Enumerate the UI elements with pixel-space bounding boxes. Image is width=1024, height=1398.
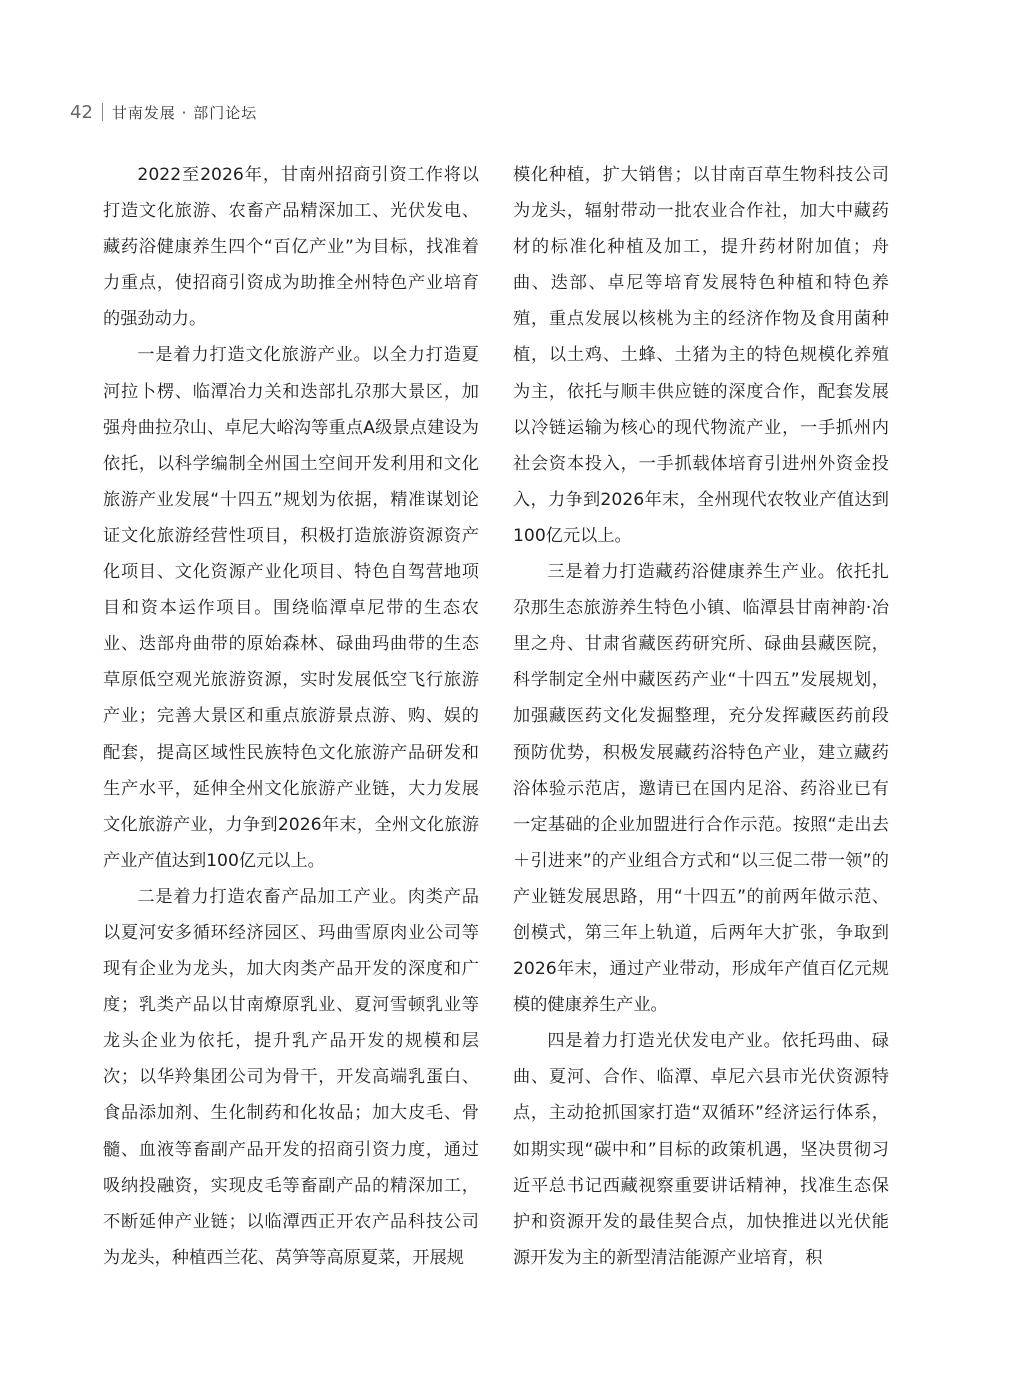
agriculture-paragraph: 二是着力打造农畜产品加工产业。肉类产品以夏河安多循环经济园区、玛曲雪原肉业公司等现有企业为龙头，加大肉类产品开发的深度和广度；乳类产品以甘南燎原乳业、夏河雪顿乳业等龙头企业为依托，提升乳产品开发的规模和层次；以华羚集团公司为骨干，开发高端乳蛋白、食品添加剂、生化制药和化妆品；加大皮毛、骨髓、血液等畜副产品开发的招商引资力度，通过吸纳投融资，实现皮毛等畜副产品的精深加工，不断延伸产业链；以临潭西正开农产品科技公司为龙头，种植西兰花、莴笋等高原夏菜，开展规 xyxy=(103,886,479,1268)
page-number: 42 xyxy=(70,101,93,123)
left-column xyxy=(103,157,479,1276)
section-title: 甘南发展 · 部门论坛 xyxy=(111,103,258,122)
tourism-paragraph: 一是着力打造文化旅游产业。以全力打造夏河拉卜楞、临潭冶力关和迭部扎尕那大景区，加强舟曲拉尕山、卓尼大峪沟等重点A级景点建设为依托，以科学编制全州国土空间开发利用和文化旅游产业发展“十四五”规划为依据，精准谋划论证文化旅游经营性项目，积极打造旅游资源资产化项目、文化资源产业化项目、特色自驾营地项目和资本运作项目。围绕临潭卓尼带的生态农业、迭部舟曲带的原始森林、碌曲玛曲带的生态草原低空观光旅游资源，实时发展低空飞行旅游产业；完善大景区和重点旅游景点游、购、娱的配套，提高区域性民族特色文化旅游产品研发和生产水平，延伸全州文化旅游产业链，大力发展文化旅游产业，力争到2026年末，全州文化旅游产业产值达到100亿元以上。 xyxy=(103,345,479,871)
right-column xyxy=(513,157,889,1276)
intro-paragraph: 2022至2026年，甘南州招商引资工作将以打造文化旅游、农畜产品精深加工、光伏发电、藏药浴健康养生四个“百亿产业”为目标，找准着力重点，使招商引资成为助推全州特色产业培育的强劲动力。 xyxy=(103,165,479,330)
header-divider xyxy=(102,103,103,121)
agriculture-paragraph-continued: 模化种植，扩大销售；以甘南百草生物科技公司为龙头，辐射带动一批农业合作社，加大中藏药材的标准化种植及加工，提升药材附加值；舟曲、迭部、卓尼等培育发展特色种植和特色养殖，重点发展以核桃为主的经济作物及食用菌种植，以土鸡、土蜂、土猪为主的特色规模化养殖为主，依托与顺丰供应链的深度合作，配套发展以冷链运输为核心的现代物流产业，一手抓州内社会资本投入，一手抓载体培育引进州外资金投入，力争到2026年末，全州现代农牧业产值达到100亿元以上。 xyxy=(513,165,889,546)
photovoltaic-paragraph: 四是着力打造光伏发电产业。依托玛曲、碌曲、夏河、合作、临潭、卓尼六县市光伏资源特点，主动抢抓国家打造“双循环”经济运行体系，如期实现“碳中和”目标的政策机遇，坚决贯彻习近平总书记西藏视察重要讲话精神，找准生态保护和资源开发的最佳契合点，加快推进以光伏能源开发为主的新型清洁能源产业培育，积 xyxy=(513,1031,889,1268)
medicine-bath-paragraph: 三是着力打造藏药浴健康养生产业。依托扎尕那生态旅游养生特色小镇、临潭县甘南神韵·冶里之舟、甘肃省藏医药研究所、碌曲县藏医院，科学制定全州中藏医药产业“十四五”发展规划，加强藏医药文化发掘整理，充分发挥藏医药前段预防优势，积极发展藏药浴特色产业，建立藏药浴体验示范店，邀请已在国内足浴、药浴业已有一定基础的企业加盟进行合作示范。按照“走出去＋引进来”的产业组合方式和“以三促二带一领”的产业链发展思路，用“十四五”的前两年做示范、创模式，第三年上轨道，后两年大扩张，争取到2026年末，通过产业带动，形成年产值百亿元规模的健康养生产业。 xyxy=(513,562,889,1016)
running-header xyxy=(70,100,257,124)
